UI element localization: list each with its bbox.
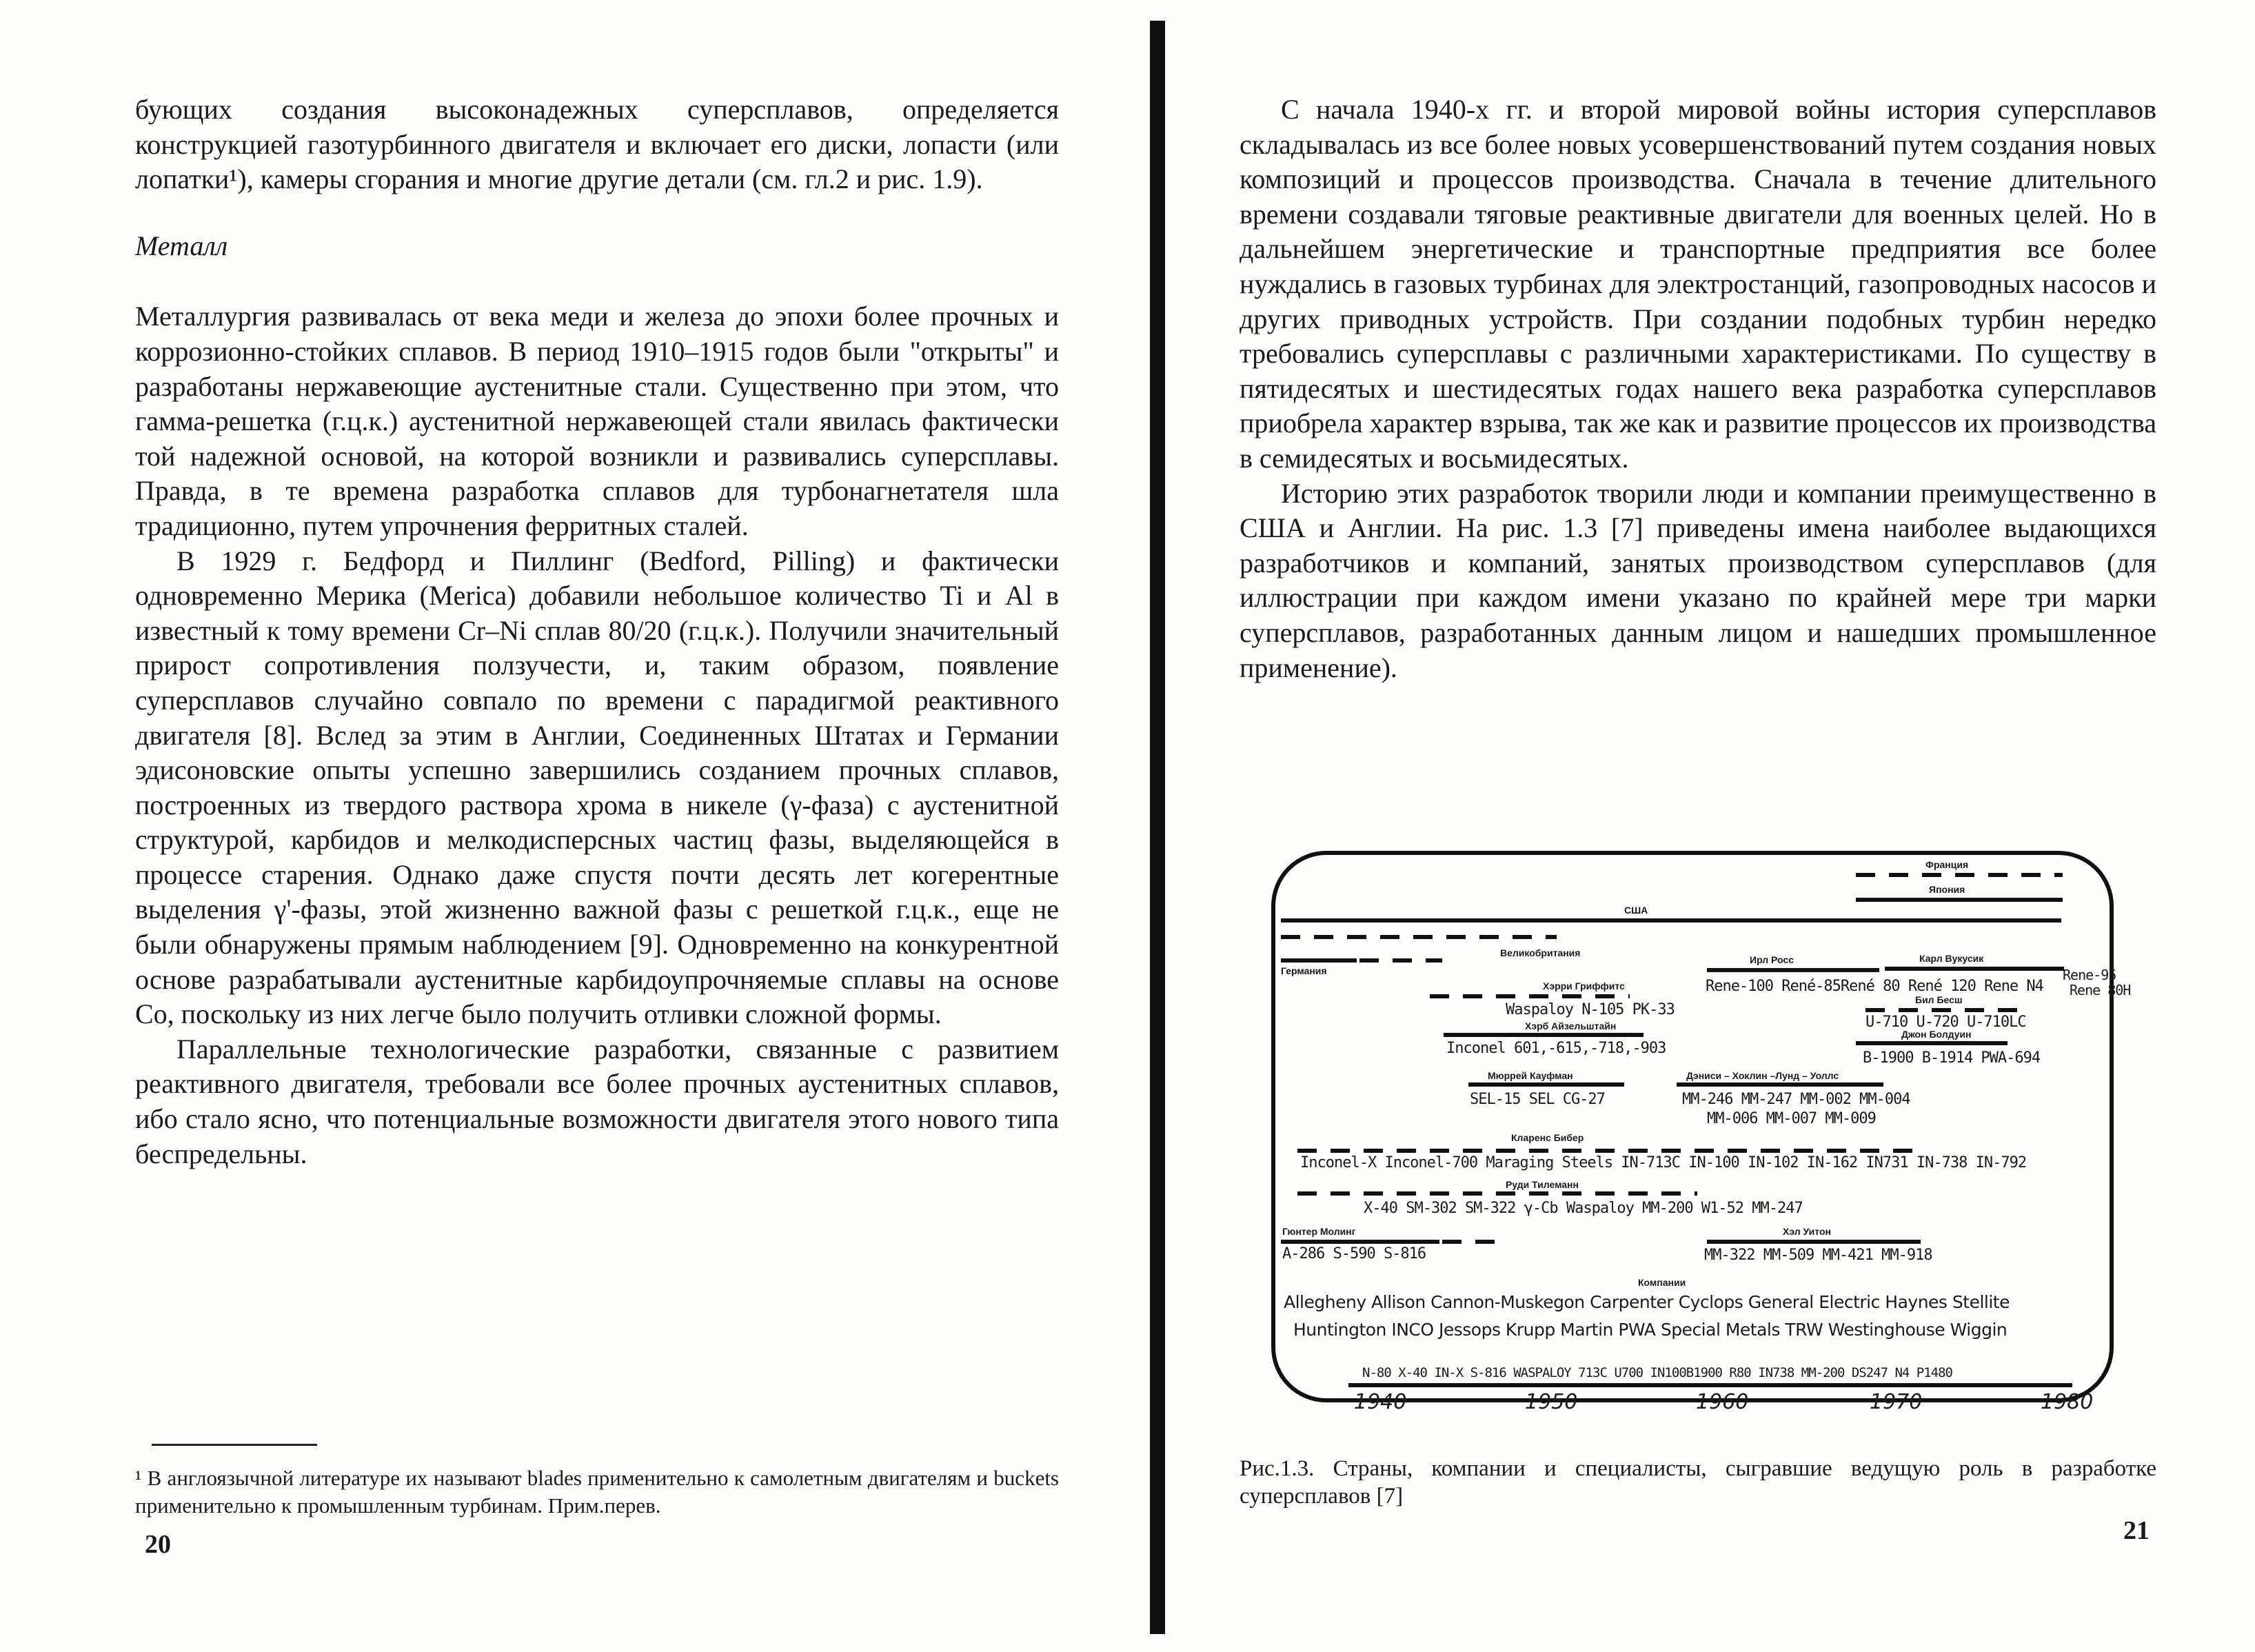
label-germany: Германия [1281,965,1327,976]
label-rudy-thielemann: Руди Тилеманн [1506,1179,1579,1190]
year-1960: 1960 [1696,1390,1749,1414]
year-1970: 1970 [1870,1390,1923,1414]
label-clarence-bieber: Кларенс Бибер [1511,1132,1584,1143]
year-1950: 1950 [1525,1390,1578,1414]
companies-row-1: Allegheny Allison Cannon-Muskegon Carpenter Cyclops General Electric Haynes Stellite [1284,1292,2010,1312]
label-companies: Компании [1638,1277,1686,1288]
alloys-sel: SEL-15 SEL CG-27 [1470,1091,1605,1108]
right-page-text [1240,92,2156,685]
label-john-baldwin: Джон Болдуин [1901,1029,1972,1040]
alloys-mm-row1: MM-246 MM-247 MM-002 MM-004 [1682,1091,1910,1108]
alloys-a286: A-286 S-590 S-816 [1282,1245,1426,1262]
label-france: Франция [1925,859,1969,870]
figure-caption: Рис.1.3. Страны, компании и специалисты, сыгравшие ведущую роль в разработке суперсплавов [7] [1240,1456,2156,1509]
bar-rudy-thielemann [1297,1191,1697,1196]
alloys-inconel-x: Inconel-X Inconel-700 Maraging Steels IN-713C IN-100 IN-102 IN-162 IN731 IN-738 IN-792 [1300,1154,2027,1171]
label-karl-vukusich: Карл Вукусик [1919,953,1984,964]
bar-karl-vukusich [1885,967,2064,971]
year-1940: 1940 [1354,1390,1407,1414]
bar-germany [1281,958,1357,963]
label-bill-bess: Бил Бесш [1915,994,1963,1005]
paragraph: бующих создания высоконадежных суперсплавов, определяется конструкцией газотурбинного двигателя и включает его диски, лопасти (или лопатки¹), камеры сгорания и многие другие детали (см. гл.2 и рис. 1.9). [135,94,1059,195]
label-herb-eiselstein: Хэрб Айзельштайн [1525,1020,1617,1031]
paragraph: В 1929 г. Бедфорд и Пиллинг (Bedford, Pilling) и фактически одновременно Мерика (Merica) добавили небольшое количество Ti и Al в известный к тому времени Cr–Ni сплав 80/20 (г.ц.к.). Получили значительный прирост сопротивления ползучести, и, таким образом, появление суперсплавов случайно совпало по времени с парадигмой реактивного двигателя [8]. Вслед за этим в Англии, Соединенных Штатах и Германии эдисоновские опыты успешно завершились созданием прочных сплавов, построенных из твердого раствора хрома в никеле (γ-фаза) с аустенитной структурой, карбидов и мелкодисперсных частиц фазы, выделяющейся в процессе старения. Однако даже спустя почти десять лет когерентные выделения γ'-фазы, этой жизненно важной фазы с решеткой г.ц.к., еще не были обнаружены прямым наблюдением [9]. Одновременно на конкурентной основе разрабатывали аустенитные карбидоупрочняемые сплавы на основе Co, поскольку из них легче было получить отливки сложной формы. [135,545,1059,1030]
alloys-mm322: MM-322 MM-509 MM-421 MM-918 [1704,1247,1932,1264]
label-harry-griffiths: Хэрри Гриффитс [1543,980,1625,991]
paragraph: Металлургия развивалась от века меди и железа до эпохи более прочных и коррозионно-стойких сплавов. В период 1910–1915 годов были "открыты" и разработаны нержавеющие аустенитные стали. Существенно при этом, что гамма-решетка (г.ц.к.) аустенитной нержавеющей стали явилась фактически той надежной основой, на которой возникли и развивались суперсплавы. Правда, в те времена разработка сплавов для турбонагнетателя шла традиционно, путем упрочнения ферритных сталей. [135,301,1059,541]
bar-france [1856,873,2063,877]
bar-clarence-bieber [1297,1149,1918,1153]
label-uk: Великобритания [1500,947,1581,958]
alloys-x40: X-40 SM-302 SM-322 γ-Cb Waspaloy MM-200 W1-52 MM-247 [1364,1200,1803,1217]
footnote: ¹ В англоязычной литературе их называют blades применительно к самолетным двигателям и buckets применительно к промышленным турбинам. Прим.перев. [135,1466,1059,1518]
bar-dunn-hoklin [1677,1082,1883,1087]
paragraph: Историю этих разработок творили люди и компании преимущественно в США и Англии. На рис. 1.3 [7] приведены имена наиболее выдающихся разработчиков и компаний, занятых производством суперсплавов (для иллюстрации при каждом имени указано по крайней мере три марки суперсплавов, разработанных данным лицом и нашедших промышленное применение). [1240,477,2156,683]
page-number-right: 21 [2123,1516,2150,1545]
timeline-markers: N-80 X-40 IN-X S-816 WASPALOY 713C U700 IN100B1900 R80 IN738 MM-200 DS247 N4 P1480 [1362,1365,1952,1380]
bar-herb-eiselstein [1444,1033,1644,1037]
year-1980: 1980 [2041,1390,2094,1414]
page-number-left: 20 [145,1530,171,1559]
label-murray-kaufman: Мюррей Кауфман [1488,1070,1573,1081]
alloy-rene-95: Rene-95 [2063,967,2116,983]
companies-row-2: Huntington INCO Jessops Krupp Martin PWA Special Metals TRW Westinghouse Wiggin [1293,1320,2008,1340]
label-usa: США [1624,905,1648,916]
bar-murray-kaufman [1468,1082,1624,1087]
bar-usa-start [1281,935,1557,939]
bar-gunter-mohling [1281,1240,1439,1244]
bar-gunter-mohling-dash [1442,1240,1497,1244]
section-heading: Металл [135,230,228,261]
bar-japan [1856,898,2063,902]
bar-harry-griffiths [1430,994,1630,998]
bar-germany-dash [1359,958,1442,963]
paragraph: Параллельные технологические разработки, связанные с развитием реактивного двигателя, требовали все более прочных аустенитных сплавов, ибо стало ясно, что потенциальные возможности двигателя этого нового типа беспредельны. [135,1033,1059,1169]
bar-earl-ross [1707,968,1879,972]
label-dunn-hoklin: Дэниси – Хоклин –Лунд – Уоллс [1686,1070,1839,1081]
alloys-b1900: B-1900 B-1914 PWA-694 [1863,1049,2041,1067]
book-spine [1150,21,1165,1634]
bar-hal-wheaton [1707,1240,1921,1244]
label-hal-wheaton: Хэл Уитон [1783,1226,1831,1237]
label-earl-ross: Ирл Росс [1750,954,1794,965]
alloys-udimet: U-710 U-720 U-710LC [1865,1014,2026,1031]
left-page-text [135,92,1059,1171]
footnote-divider [152,1444,317,1446]
alloys-rene: Rene-100 René-85René 80 René 120 Rene N4 [1706,978,2043,995]
label-gunter-mohling: Гюнтер Молинг [1282,1226,1356,1237]
bar-john-baldwin [1856,1041,2008,1045]
alloys-mm-row2: MM-006 MM-007 MM-009 [1707,1110,1876,1127]
figure-timeline [1266,845,2136,1415]
alloys-inconel-601: Inconel 601,-615,-718,-903 [1446,1040,1666,1057]
alloy-rene-80h: Rene 80H [2070,982,2131,998]
alloys-waspaloy: Waspaloy N-105 PK-33 [1506,1001,1675,1018]
timeline-axis [1348,1383,2072,1387]
bar-bill-bess [1865,1008,2017,1012]
label-japan: Япония [1929,884,1965,895]
paragraph: С начала 1940-х гг. и второй мировой войны история суперсплавов складывалась из все более новых усовершенствований путем создания новых композиций и процессов производства. Сначала в течение длительного времени создавали тяговые реактивные двигатели для военных целей. Но в дальнейшем энергетические и транспортные предприятия все более нуждались в газовых турбинах для электростанций, газопроводных насосов и других приводных устройств. При создании подобных турбин нередко требовались суперсплавы с различными характеристиками. По существу в пятидесятых и шестидесятых годах нашего века разработка суперсплавов приобрела характер взрыва, так же как и развитие процессов их производства в семидесятых и восьмидесятых. [1240,94,2156,474]
bar-usa [1281,918,2061,923]
